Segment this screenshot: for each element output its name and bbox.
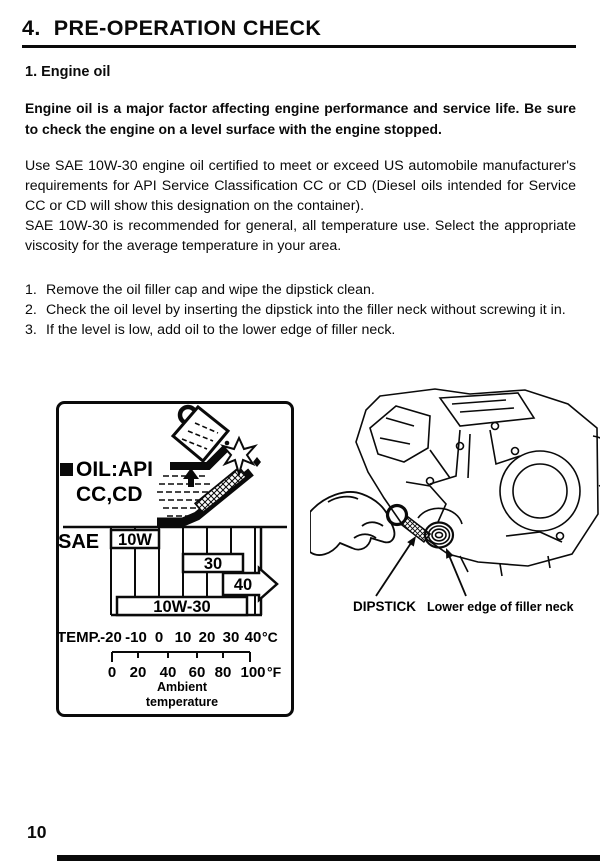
hand-icon	[310, 492, 394, 555]
body-paragraphs	[25, 156, 576, 256]
chapter-number: 4.	[22, 16, 41, 40]
svg-text:20: 20	[198, 629, 216, 646]
fahrenheit-axis	[108, 652, 282, 681]
band-10w-label: 10W	[118, 531, 152, 549]
svg-text:100: 100	[240, 664, 266, 681]
engine-dipstick-figure	[310, 386, 600, 618]
celsius-unit: °C	[262, 629, 278, 645]
intro-warning-text: Engine oil is a major factor affecting engine performance and service life. Be sure to check the engine on a level surface with the engine stopped.	[25, 100, 576, 137]
step-item	[25, 300, 578, 320]
svg-text:0: 0	[154, 629, 164, 646]
axis-caption-line2: temperature	[145, 695, 219, 709]
oil-spec-line2: CC,CD	[76, 483, 143, 506]
svg-text:0: 0	[107, 664, 117, 681]
svg-text:80: 80	[214, 664, 232, 681]
step-item	[25, 320, 578, 340]
paragraph-oil-spec: Use SAE 10W-30 engine oil certified to meet or exceed US automobile manufacturer's requirements for API Service Classification CC or CD (Diesel oils intended for Service CC or CD will show this designation on the container).	[25, 158, 576, 214]
step-text: Check the oil level by inserting the dipstick into the filler neck without screwing it in.	[46, 302, 566, 318]
step-number: 2.	[25, 302, 37, 318]
svg-text:10: 10	[174, 629, 192, 646]
dipstick-label: DIPSTICK	[353, 599, 417, 614]
band-40-label: 40	[233, 576, 253, 594]
svg-text:40: 40	[244, 629, 262, 646]
svg-text:60: 60	[188, 664, 206, 681]
page-number: 10	[27, 822, 47, 842]
step-number: 1.	[25, 282, 37, 298]
procedure-steps	[25, 280, 578, 340]
section-heading: 1. Engine oil	[25, 64, 111, 80]
filler-neck-label: Lower edge of filler neck	[427, 600, 574, 614]
svg-text:-10: -10	[125, 629, 147, 646]
svg-text:30: 30	[222, 629, 240, 646]
step-text: If the level is low, add oil to the lower edge of filler neck.	[46, 322, 396, 338]
sae-label: SAE	[58, 531, 100, 553]
step-text: Remove the oil filler cap and wipe the dipstick clean.	[46, 282, 375, 298]
band-30-label: 30	[203, 555, 223, 573]
chapter-title: PRE-OPERATION CHECK	[53, 16, 322, 40]
celsius-axis	[57, 629, 278, 646]
svg-text:-20: -20	[100, 629, 122, 646]
engine-illustration	[356, 389, 600, 576]
temp-label: TEMP.	[57, 629, 101, 646]
axis-caption-line1: Ambient	[157, 680, 207, 694]
title-divider	[22, 45, 576, 48]
page-title	[22, 16, 321, 41]
callout-arrows	[376, 536, 466, 596]
scan-edge-bar	[57, 855, 600, 861]
fahrenheit-unit: °F	[267, 664, 282, 680]
svg-text:40: 40	[159, 664, 177, 681]
filler-neck-icon	[425, 523, 453, 548]
step-number: 3.	[25, 322, 37, 338]
black-square-icon	[60, 463, 73, 476]
svg-text:20: 20	[129, 664, 147, 681]
oil-viscosity-figure	[55, 400, 295, 718]
step-item	[25, 280, 578, 300]
paragraph-recommendation: SAE 10W-30 is recommended for general, all temperature use. Select the appropriate viscosity for the average temperature in your area.	[25, 218, 576, 254]
band-10w30-label: 10W-30	[153, 598, 211, 616]
oil-spec-line1: OIL:API	[76, 458, 153, 481]
